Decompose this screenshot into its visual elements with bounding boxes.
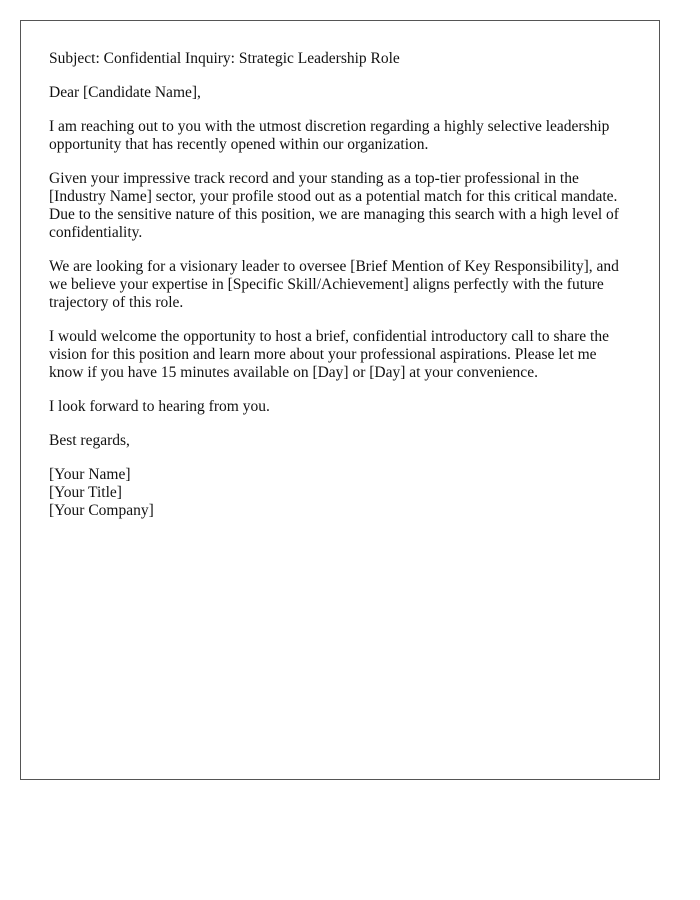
letter-salutation: Dear [Candidate Name], bbox=[49, 84, 201, 101]
signature-title: [Your Title] bbox=[49, 484, 122, 501]
letter-paragraph-call: I would welcome the opportunity to host a brief, confidential introductory call to share the vision for this position and learn more about your professional aspirations. Please let me know if you have 15 minutes available on [Day] or [Day] at your convenience. bbox=[49, 328, 609, 381]
letter-subject: Subject: Confidential Inquiry: Strategic Leadership Role bbox=[49, 50, 400, 67]
letter-paragraph-role: We are looking for a visionary leader to oversee [Brief Mention of Key Responsibility], and we believe your expertise in [Specific Skill/Achievement] aligns perfectly with the future trajectory of this role. bbox=[49, 258, 619, 311]
signature-block bbox=[49, 466, 631, 520]
letter-closing: Best regards, bbox=[49, 432, 130, 449]
signature-name: [Your Name] bbox=[49, 466, 131, 483]
letter-paragraph-closing-line: I look forward to hearing from you. bbox=[49, 398, 270, 415]
letter-page bbox=[20, 20, 660, 780]
letter-paragraph-intro: I am reaching out to you with the utmost discretion regarding a highly selective leadership opportunity that has recently opened within our organization. bbox=[49, 118, 610, 153]
letter-paragraph-profile: Given your impressive track record and your standing as a top-tier professional in the [Industry Name] sector, your profile stood out as a potential match for this critical mandate. Due to the sensitive nature of this position, we are managing this search with a high level of confidentiality. bbox=[49, 170, 619, 241]
signature-company: [Your Company] bbox=[49, 502, 154, 519]
